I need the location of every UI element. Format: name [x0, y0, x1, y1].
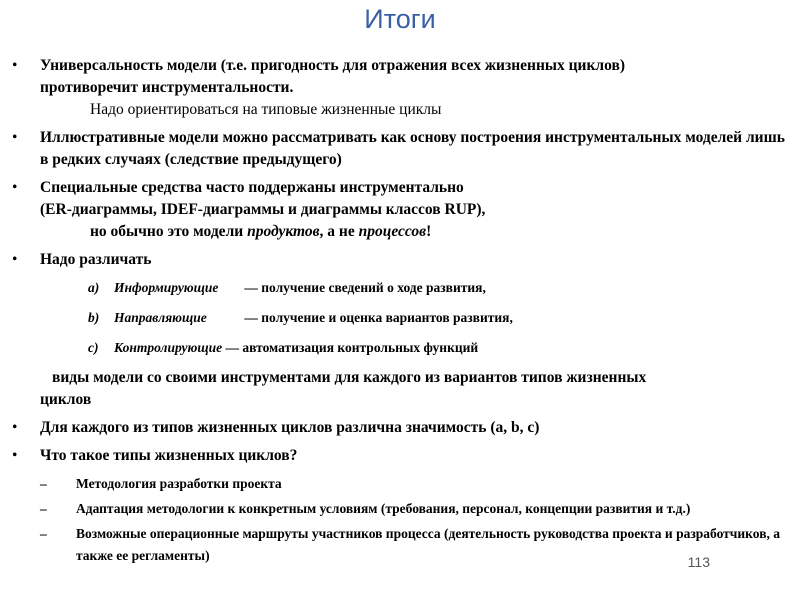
bullet-lifecycle-types	[10, 445, 790, 467]
bullet-text-line: (ER-диаграммы, IDEF-диаграммы и диаграммы классов RUP),	[40, 201, 486, 218]
bullet-universality	[10, 55, 790, 121]
list-marker: a)	[88, 280, 100, 295]
continuation-line: виды модели со своими инструментами для каждого из вариантов типов жизненных	[52, 369, 647, 386]
sublist-item-routes: – Возможные операционные маршруты участников процесса (деятельность руководства проекта и разработчиков, а также ее регламенты)	[10, 523, 790, 567]
list-item-controlling	[10, 337, 790, 359]
bullet-illustrative	[10, 127, 790, 171]
list-term: Контролирующие	[114, 340, 223, 355]
list-marker: c)	[88, 340, 99, 355]
list-desc: — получение сведений о ходе развития,	[241, 280, 486, 295]
list-desc: — автоматизация контрольных функций	[222, 340, 479, 355]
text-fragment: , а не	[319, 223, 359, 240]
continuation-line: циклов	[40, 391, 92, 408]
emphasis-products: продуктов	[247, 223, 320, 240]
bullet-text: • Надо различать	[40, 251, 152, 268]
bullet-text: • Для каждого из типов жизненных циклов различна значимость (a, b, c)	[40, 419, 540, 436]
bullet-distinguish	[10, 249, 790, 271]
bullet-special-tools	[10, 177, 790, 243]
slide-title: Итоги	[364, 4, 436, 34]
bullet-text: • Иллюстративные модели можно рассматривать как основу построения инструментальных моделей лишь в редких случаях (следствие предыдущего)	[40, 129, 785, 168]
list-item-informing	[10, 277, 790, 299]
bullet-text: • Что такое типы жизненных циклов?	[40, 447, 298, 464]
bullet-significance	[10, 417, 790, 439]
list-marker: b)	[88, 310, 100, 325]
bullet-text-line: • Универсальность модели (т.е. пригодность для отражения всех жизненных циклов)	[40, 57, 626, 74]
sublist-item-methodology: – Методология разработки проекта	[10, 473, 790, 495]
text-fragment: но обычно это модели	[90, 223, 248, 240]
sublist-item-adaptation: – Адаптация методологии к конкретным условиям (требования, персонал, концепции развития и т.д.)	[10, 498, 790, 520]
slide-content	[10, 55, 790, 570]
text-fragment: !	[426, 223, 432, 240]
bullet-text-line: противоречит инструментальности.	[40, 79, 294, 96]
bullet-note: Надо ориентироваться на типовые жизненные циклы	[90, 101, 442, 118]
emphasis-processes: процессов	[358, 223, 427, 240]
list-desc: — получение и оценка вариантов развития,	[241, 310, 513, 325]
page-number: 113	[687, 554, 710, 570]
bullet-text-line: • Специальные средства часто поддержаны инструментально	[40, 179, 464, 196]
list-term: Направляющие	[114, 310, 207, 325]
list-item-directing	[10, 307, 790, 329]
bullet-continuation	[10, 367, 790, 411]
list-term: Информирующие	[114, 280, 219, 295]
bullet-text-line	[40, 221, 790, 243]
